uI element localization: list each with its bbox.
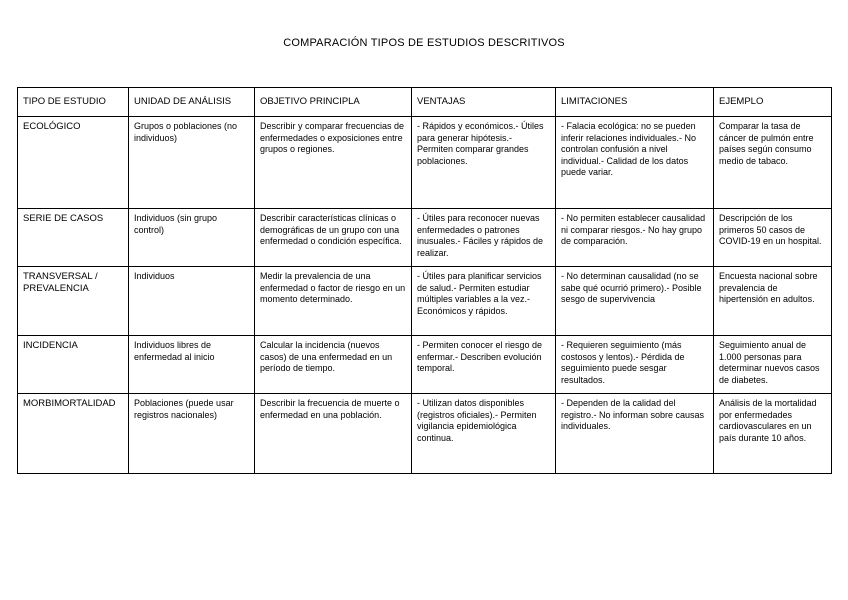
table-row [18,394,832,474]
header-ventajas: VENTAJAS [412,88,556,117]
cell-ventajas: - Rápidos y económicos.- Útiles para generar hipótesis.- Permiten comparar grandes poblaciones. [412,117,556,209]
cell-objetivo: Describir la frecuencia de muerte o enfermedad en una población. [255,394,412,474]
cell-limitaciones: - Dependen de la calidad del registro.- No informan sobre causas individuales. [556,394,714,474]
cell-unidad: Individuos (sin grupo control) [129,209,255,267]
header-objetivo-principal: OBJETIVO PRINCIPLA [255,88,412,117]
cell-objetivo: Describir y comparar frecuencias de enfermedades o exposiciones entre grupos o regiones. [255,117,412,209]
table-row [18,209,832,267]
cell-tipo: TRANSVERSAL / PREVALENCIA [18,267,129,336]
comparison-table [17,87,832,474]
cell-unidad: Grupos o poblaciones (no individuos) [129,117,255,209]
cell-objetivo: Medir la prevalencia de una enfermedad o factor de riesgo en un momento determinado. [255,267,412,336]
cell-unidad: Individuos libres de enfermedad al inicio [129,336,255,394]
cell-objetivo: Describir características clínicas o demográficas de un grupo con una enfermedad o condición específica. [255,209,412,267]
cell-unidad: Poblaciones (puede usar registros nacionales) [129,394,255,474]
cell-ventajas: - Útiles para planificar servicios de salud.- Permiten estudiar múltiples variables a la vez.- Económicos y rápidos. [412,267,556,336]
cell-unidad: Individuos [129,267,255,336]
header-limitaciones: LIMITACIONES [556,88,714,117]
cell-ventajas: - Útiles para reconocer nuevas enfermedades o patrones inusuales.- Fáciles y rápidos de realizar. [412,209,556,267]
header-unidad-de-analisis: UNIDAD DE ANÁLISIS [129,88,255,117]
cell-limitaciones: - No determinan causalidad (no se sabe qué ocurrió primero).- Posible sesgo de supervivencia [556,267,714,336]
cell-tipo: MORBIMORTALIDAD [18,394,129,474]
header-tipo-de-estudio: TIPO DE ESTUDIO [18,88,129,117]
cell-objetivo: Calcular la incidencia (nuevos casos) de una enfermedad en un período de tiempo. [255,336,412,394]
cell-limitaciones: - Falacia ecológica: no se pueden inferir relaciones individuales.- No controlan confusión a nivel individual.- Calidad de los datos puede variar. [556,117,714,209]
cell-limitaciones: - No permiten establecer causalidad ni comparar riesgos.- No hay grupo de comparación. [556,209,714,267]
cell-tipo: ECOLÓGICO [18,117,129,209]
table-row [18,117,832,209]
cell-ejemplo: Seguimiento anual de 1.000 personas para determinar nuevos casos de diabetes. [714,336,832,394]
cell-ejemplo: Descripción de los primeros 50 casos de COVID-19 en un hospital. [714,209,832,267]
cell-ventajas: - Permiten conocer el riesgo de enfermar.- Describen evolución temporal. [412,336,556,394]
header-ejemplo: EJEMPLO [714,88,832,117]
header-row [18,88,832,117]
table-row [18,267,832,336]
cell-ejemplo: Análisis de la mortalidad por enfermedades cardiovasculares en un país durante 10 años. [714,394,832,474]
cell-tipo: SERIE DE CASOS [18,209,129,267]
cell-ejemplo: Comparar la tasa de cáncer de pulmón entre países según consumo medio de tabaco. [714,117,832,209]
table-row [18,336,832,394]
document-title: COMPARACIÓN TIPOS DE ESTUDIOS DESCRITIVOS [283,37,565,49]
cell-ventajas: - Utilizan datos disponibles (registros oficiales).- Permiten vigilancia epidemiológica continua. [412,394,556,474]
cell-tipo: INCIDENCIA [18,336,129,394]
cell-limitaciones: - Requieren seguimiento (más costosos y lentos).- Pérdida de seguimiento puede sesgar resultados. [556,336,714,394]
cell-ejemplo: Encuesta nacional sobre prevalencia de hipertensión en adultos. [714,267,832,336]
